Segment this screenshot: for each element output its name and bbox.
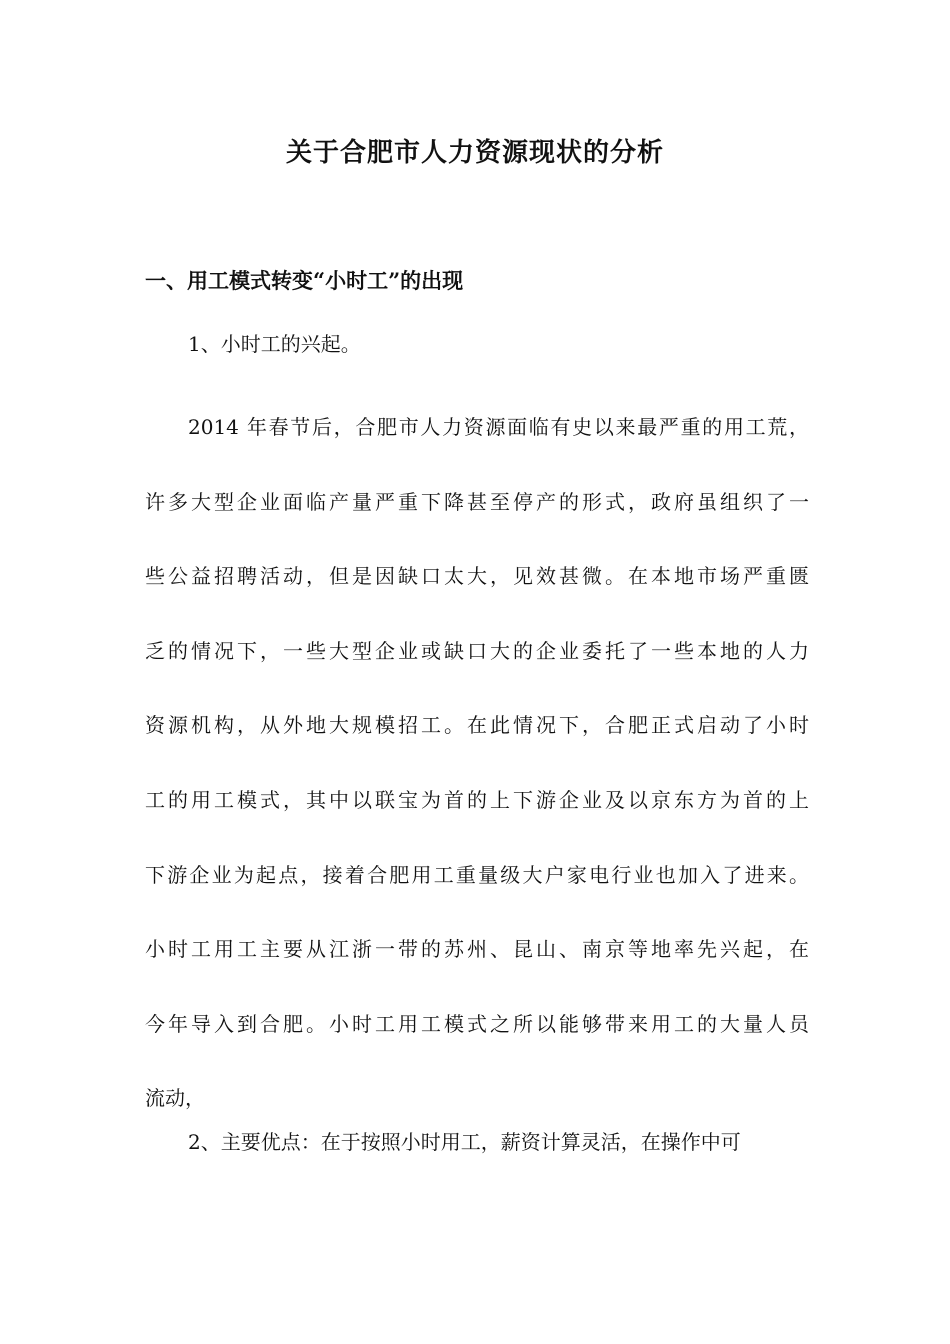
document-title: 关于合肥市人力资源现状的分析 — [285, 138, 664, 168]
paragraph-line: 2014 年春节后，合肥市人力资源面临有史以来最严重的用工荒， — [188, 415, 809, 439]
paragraph-line: 下游企业为起点，接着合肥用工重量级大户家电行业也加入了进来。 — [145, 862, 809, 887]
section-heading: 一、用工模式转变“小时工”的出现 — [145, 268, 464, 293]
paragraph-line: 些公益招聘活动，但是因缺口太大，见效甚微。在本地市场严重匮 — [145, 564, 809, 589]
subheading-rise-of-hourly-work: 1、小时工的兴起。 — [188, 332, 361, 356]
paragraph-line: 资源机构，从外地大规模招工。在此情况下，合肥正式启动了小时 — [145, 713, 809, 738]
paragraph-line: 乏的情况下，一些大型企业或缺口大的企业委托了一些本地的人力 — [145, 638, 809, 663]
paragraph-line: 小时工用工主要从江浙一带的苏州、昆山、南京等地率先兴起，在 — [145, 937, 809, 962]
body-paragraph — [145, 390, 809, 1136]
paragraph-line: 工的用工模式，其中以联宝为首的上下游企业及以京东方为首的上 — [145, 787, 809, 812]
paragraph-line: 流动， — [145, 1086, 205, 1111]
point-main-advantages: 2、主要优点：在于按照小时用工，薪资计算灵活，在操作中可 — [188, 1130, 741, 1154]
paragraph-line: 今年导入到合肥。小时工用工模式之所以能够带来用工的大量人员 — [145, 1011, 809, 1036]
paragraph-line: 许多大型企业面临产量严重下降甚至停产的形式，政府虽组织了一 — [145, 489, 809, 514]
